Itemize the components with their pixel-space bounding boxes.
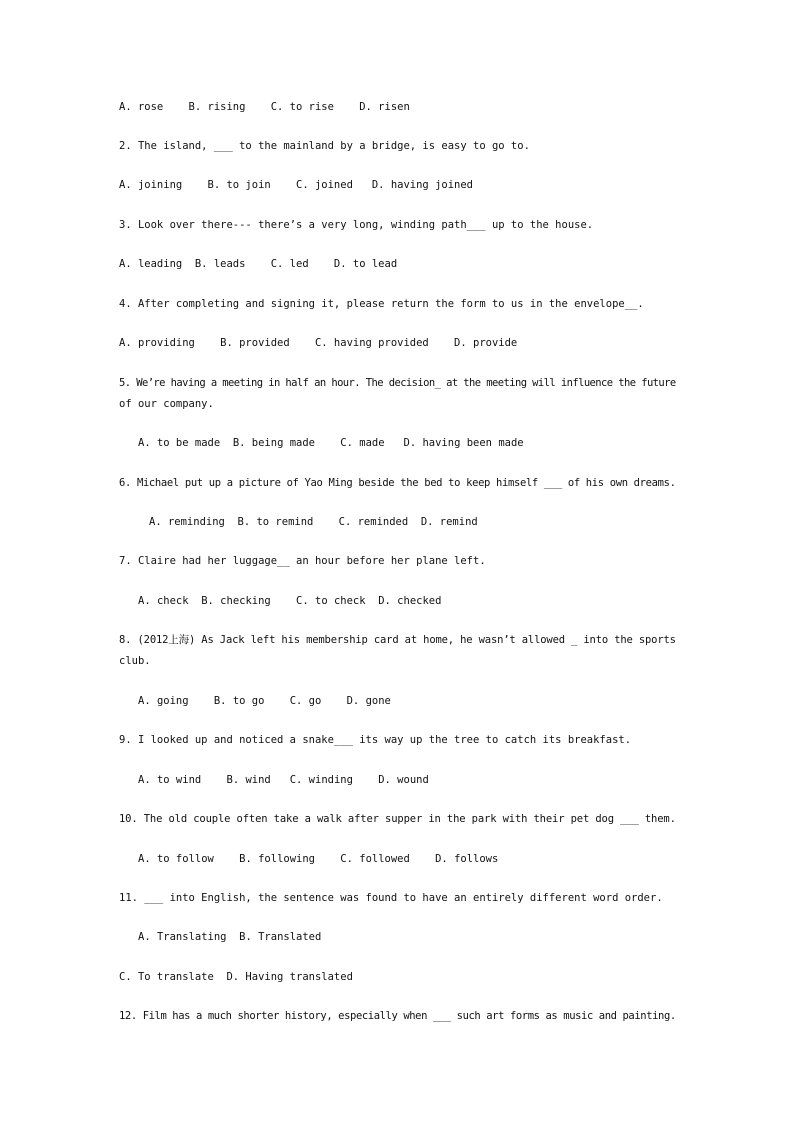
q5-question-line2: of our company. — [119, 398, 214, 410]
q3-question: 3. Look over there--- there’s a very long, winding path___ up to the house. — [119, 219, 594, 231]
q7-question: 7. Claire had her luggage__ an hour before her plane left. — [119, 555, 486, 567]
q2-question: 2. The island, ___ to the mainland by a bridge, is easy to go to. — [119, 140, 530, 152]
q8-question-line1: 8. (2012上海) As Jack left his membership card at home, he wasn’t allowed _ into the sports — [119, 634, 676, 646]
q4-options: A. providing B. provided C. having provided D. provide — [119, 337, 518, 349]
q9-question: 9. I looked up and noticed a snake___ its way up the tree to catch its breakfast. — [119, 734, 632, 746]
q6-options: A. reminding B. to remind C. reminded D. remind — [149, 516, 478, 528]
q5-question-line1: 5. We’re having a meeting in half an hour. The decision_ at the meeting will influence the future — [119, 377, 676, 389]
q9-options: A. to wind B. wind C. winding D. wound — [138, 774, 429, 786]
q1-options: A. rose B. rising C. to rise D. risen — [119, 101, 410, 113]
q3-options: A. leading B. leads C. led D. to lead — [119, 258, 398, 270]
q2-options: A. joining B. to join C. joined D. having joined — [119, 179, 474, 191]
q12-question: 12. Film has a much shorter history, especially when ___ such art forms as music and painting. — [119, 1010, 676, 1022]
q4-question: 4. After completing and signing it, please return the form to us in the envelope__. — [119, 298, 644, 310]
q8-question-line2: club. — [119, 655, 151, 667]
q5-options: A. to be made B. being made C. made D. having been made — [138, 437, 524, 449]
q6-question: 6. Michael put up a picture of Yao Ming beside the bed to keep himself ___ of his own dreams. — [119, 477, 676, 489]
q10-question: 10. The old couple often take a walk after supper in the park with their pet dog ___ them. — [119, 813, 676, 825]
q7-options: A. check B. checking C. to check D. checked — [138, 595, 442, 607]
q8-options: A. going B. to go C. go D. gone — [138, 695, 391, 707]
q11-options-line1: A. Translating B. Translated — [138, 931, 322, 943]
q10-options: A. to follow B. following C. followed D. follows — [138, 853, 499, 865]
q11-question: 11. ___ into English, the sentence was found to have an entirely different word order. — [119, 892, 663, 904]
q11-options-line2: C. To translate D. Having translated — [119, 971, 353, 983]
